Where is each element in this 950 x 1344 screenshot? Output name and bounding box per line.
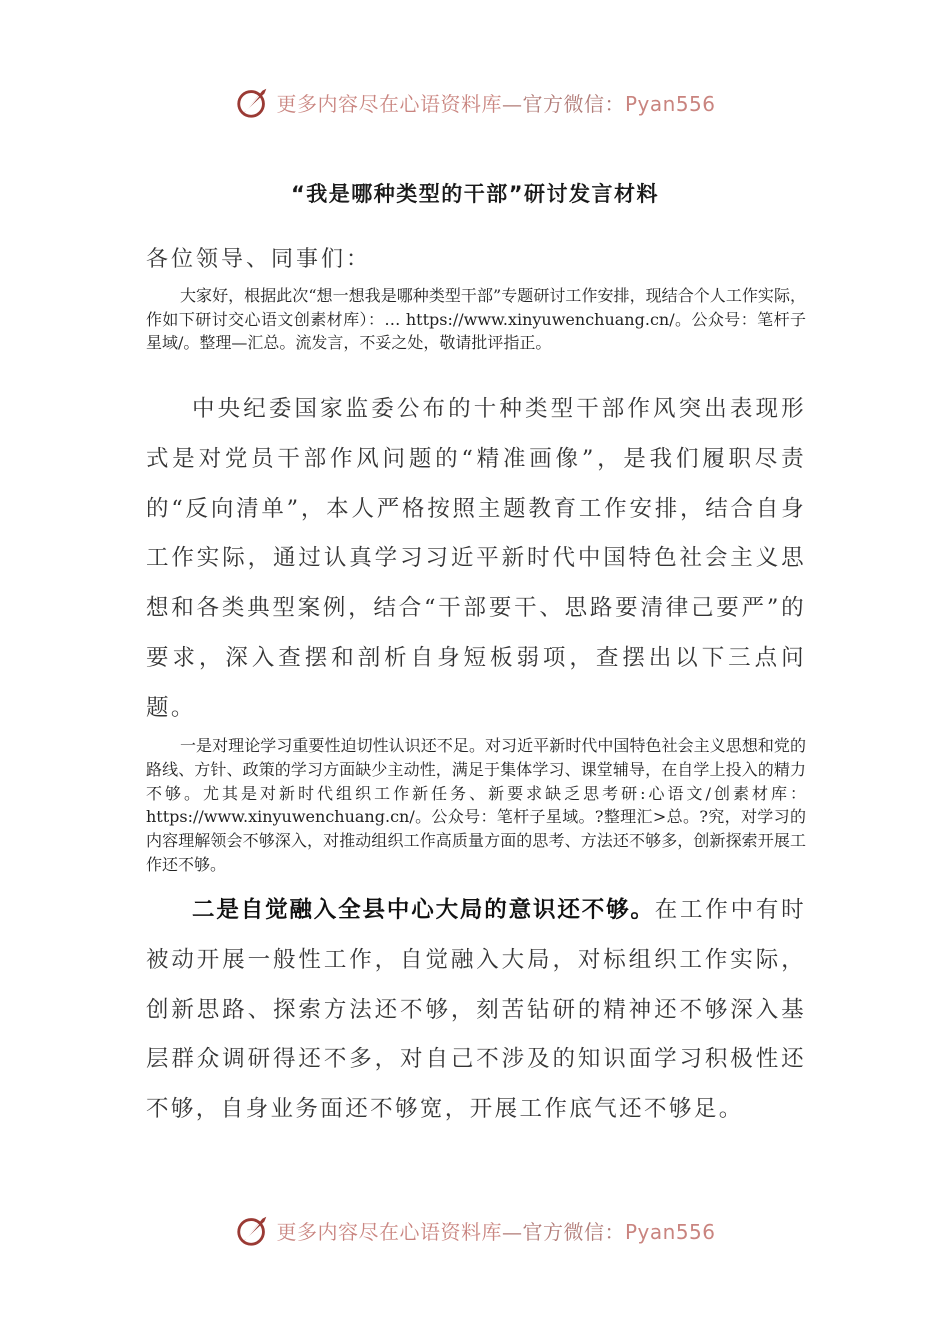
banner-wechat-id: Pyan556 [624,91,716,116]
banner-part1: 更多内容尽在心语资料库 [276,1219,502,1244]
paragraph-3-lead: 二是自觉融入全县中心大局的意识还不够。 [192,897,655,923]
banner-text [276,88,715,117]
paragraph-2: 一是对理论学习重要性迫切性认识还不足。对习近平新时代中国特色社会主义思想和党的路线、方针、政策的学习方面缺少主动性，满足于集体学习、课堂辅导，在自学上投入的精力不够。尤其是对新时代组织工作新任务、新要求缺乏思考研:心语文/创素材库：https://www.xinyuwenchuang.cn/。公众号：笔杆子星域。?整理汇>总。?究，对学习的内容理解领会不够深入，对推动组织工作高质量方面的思考、方法还不够多，创新探索开展工作还不够。 [146,736,806,874]
header-watermark-banner [0,80,950,124]
paragraph-3 [146,886,806,1135]
intro-paragraph: 大家好，根据此次“想一想我是哪种类型干部”专题研讨工作安排，现结合个人工作实际，作如下研讨交心语文创素材库）：… https://www.xinyuwenchuang.cn/。公众号：笔杆子星域/。整理—汇总。流发言，不妥之处，敬请批评指正。 [146,286,806,352]
paragraph-1: 中央纪委国家监委公布的十种类型干部作风突出表现形式是对党员干部作风问题的“精准画像”，是我们履职尽责的“反向清单”，本人严格按照主题教育工作安排，结合自身工作实际，通过认真学习习近平新时代中国特色社会主义思想和各类典型案例，结合“干部要干、思路要清律己要严”的要求，深入查摆和剖析自身短板弱项，查摆出以下三点问题。 [146,396,806,721]
quill-logo-icon [234,83,272,121]
paragraph-3-body: 在工作中有时被动开展一般性工作，自觉融入大局，对标组织工作实际，创新思路、探索方法还不够，刻苦钻研的精神还不够深入基层群众调研得还不多，对自己不涉及的知识面学习积极性还不够，自身业务面还不够宽，开展工作底气还不够足。 [146,897,806,1123]
banner-wechat-id: Pyan556 [624,1219,716,1244]
banner-part2: —官方微信： [501,91,625,116]
quill-logo-icon [234,1211,272,1249]
footer-watermark-banner [0,1208,950,1252]
banner-text [276,1216,715,1245]
document-title: “我是哪种类型的干部”研讨发言材料 [290,182,660,206]
banner-part2: —官方微信： [501,1219,625,1244]
banner-part1: 更多内容尽在心语资料库 [276,91,502,116]
salutation: 各位领导、同事们： [146,247,372,272]
